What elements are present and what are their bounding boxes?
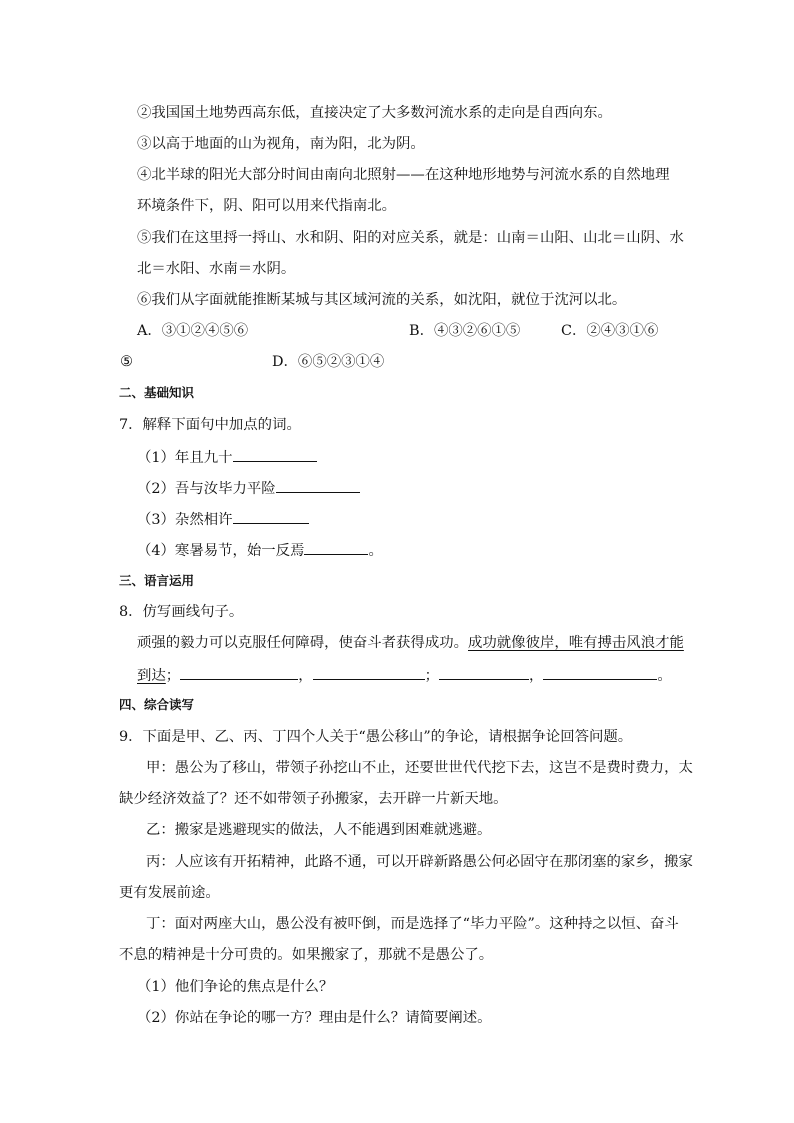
q8-blank-4[interactable]: [543, 664, 657, 680]
q6-option-d: D．⑥⑤②③①④: [272, 354, 385, 370]
q6-item-2: ②我国国土地势西高东低，直接决定了大多数河流水系的走向是自西向东。: [137, 105, 612, 121]
q9-sub-question-2: （2）你站在争论的哪一方？理由是什么？请简要阐述。: [137, 1010, 492, 1026]
q8-sentence-line1: [137, 633, 684, 653]
q7-part-2: [137, 477, 360, 499]
q6-item-5-line2: 北＝水阳、水南＝水阴。: [137, 261, 296, 277]
q7-part-4-blank[interactable]: [304, 539, 368, 555]
q7-part-4-end: 。: [368, 543, 383, 559]
q7-part-1-blank[interactable]: [233, 446, 317, 462]
q9-ding-line2: 不息的精神是十分可贵的。如果搬家了，那就不是愚公了。: [119, 947, 494, 963]
section-heading-comprehensive: 四、综合读写: [119, 697, 195, 712]
q8-sep-1: ；: [165, 668, 181, 684]
q8-sentence-line2: [137, 664, 672, 686]
q8-underlined-sentence-cont: 到达: [137, 668, 166, 684]
q9-jia-line2: 缺少经济效益了？还不如带领子孙搬家，去开辟一片新天地。: [119, 791, 508, 807]
q8-end: 。: [657, 668, 672, 684]
q6-item-5-line1: ⑤我们在这里捋一捋山、水和阴、阳的对应关系，就是：山南＝山阳、山北＝山阴、水: [137, 230, 684, 246]
q6-item-3: ③以高于地面的山为视角，南为阳，北为阴。: [137, 136, 425, 152]
q9-jia-line1: 甲：愚公为了移山，带领子孙挖山不止，还要世世代代挖下去，这岂不是费时费力，太: [146, 760, 693, 776]
q6-option-a: A．③①②④⑤⑥: [137, 323, 249, 339]
q6-option-a-cont: ⑤: [120, 354, 133, 370]
q9-bing-line1: 丙：人应该有开拓精神，此路不通，可以开辟新路愚公何必固守在那闭塞的家乡，搬家: [146, 854, 693, 870]
q7-part-4-text: （4）寒暑易节，始一反焉: [137, 543, 305, 559]
q8-blank-3[interactable]: [439, 664, 529, 680]
q8-blank-1[interactable]: [180, 664, 298, 680]
q7-part-3-text: （3）杂然相许: [137, 512, 233, 528]
q8-underlined-sentence: 成功就像彼岸，唯有搏击风浪才能: [468, 635, 684, 651]
q6-item-6: ⑥我们从字面就能推断某城与其区域河流的关系，如沈阳，就位于沈河以北。: [137, 292, 627, 308]
section-heading-basics: 二、基础知识: [119, 385, 195, 400]
q6-option-b: B．④③②⑥①⑤: [409, 323, 521, 339]
q7-part-3-blank[interactable]: [233, 508, 309, 524]
q9-stem: 9．下面是甲、乙、丙、丁四个人关于“愚公移山”的争论，请根据争论回答问题。: [119, 729, 633, 745]
q9-bing-line2: 更有发展前途。: [119, 885, 220, 901]
q8-blank-2[interactable]: [313, 664, 425, 680]
q7-part-4: [137, 539, 383, 561]
q8-sentence-plain: 顽强的毅力可以克服任何障碍，使奋斗者获得成功。: [137, 635, 468, 651]
q6-item-4-line1: ④北半球的阳光大部分时间由南向北照射——在这种地形地势与河流水系的自然地理: [137, 167, 670, 183]
q7-part-1-text: （1）年且九十: [137, 450, 233, 466]
q7-part-2-text: （2）吾与汝毕力平险: [137, 481, 276, 497]
q9-sub-question-1: （1）他们争论的焦点是什么？: [137, 979, 334, 995]
q6-item-4-line2: 环境条件下，阴、阳可以用来代指南北。: [137, 198, 397, 214]
q9-ding-line1: 丁：面对两座大山，愚公没有被吓倒，而是选择了“毕力平险”。这种持之以恒、奋斗: [146, 916, 679, 932]
q7-part-3: [137, 508, 309, 530]
q6-option-c: C．②④③①⑥: [561, 323, 659, 339]
q8-stem: 8．仿写画线句子。: [119, 604, 244, 620]
q8-sep-3: ；: [424, 668, 440, 684]
q8-sep-4: ，: [529, 668, 544, 684]
section-heading-language-use: 三、语言运用: [119, 573, 195, 588]
q8-sep-2: ，: [298, 668, 313, 684]
q9-yi: 乙：搬家是逃避现实的做法，人不能遇到困难就逃避。: [146, 822, 492, 838]
q7-part-1: [137, 446, 317, 468]
q7-stem: 7．解释下面句中加点的词。: [119, 417, 301, 433]
q7-part-2-blank[interactable]: [276, 477, 360, 493]
